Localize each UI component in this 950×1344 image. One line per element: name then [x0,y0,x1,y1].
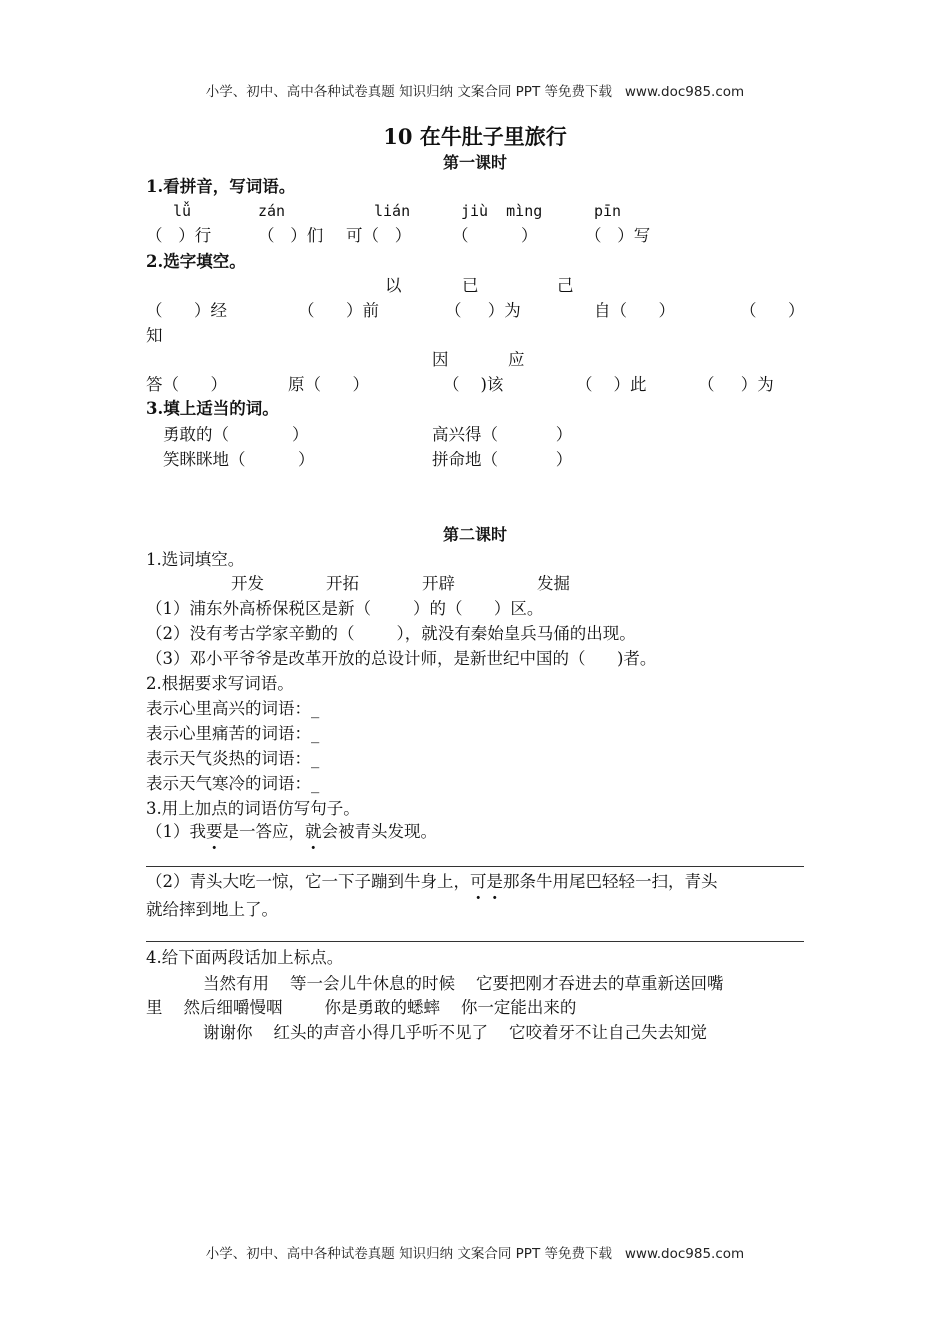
sentence-fill-1: （1）浦东外高桥保税区是新（ ）的（ ）区。 [146,599,544,618]
fill-b-4: （ ）此 [576,375,647,394]
fill-a-2: （ ）前 [298,301,379,320]
sentence-fill-2: （2）没有考古学家辛勤的（ ），就没有秦始皇兵马俑的出现。 [146,624,636,643]
l2-q3-label: 3.用上加点的词语仿写句子。 [146,799,360,818]
answer-3: 可（ ） [346,226,412,245]
word-fill-2: 高兴得（ ） [432,425,573,444]
page-footer: 小学、初中、高中各种试卷真题 知识归纳 文案合同 PPT 等免费下载 www.doc985.com [205,1246,745,1262]
choice-char-ying: 应 [508,350,525,369]
l1-q3-label: 3.填上适当的词。 [146,399,279,418]
l1-q1-label: 1.看拼音，写词语。 [146,177,296,196]
imitate-sentence-2-wrap: 就给摔到地上了。 [146,900,278,919]
fill-a-4: 自（ ） [594,301,675,320]
fill-b-3: （ )该 [443,375,504,394]
answer-4: （ ） [452,226,538,245]
page-title: 10 在牛肚子里旅行 [383,124,567,149]
l2-q1-label: 1.选词填空。 [146,550,245,569]
imitate-sentence-1: （1）我要是一答应，就会被青头发现。 [146,822,437,841]
choice-char-ji: 己 [557,276,574,295]
fill-b-5: （ ）为 [698,375,774,394]
punct-para-1-line-1: 当然有用 等一会儿牛休息的时候 它要把刚才吞进去的草重新送回嘴 [203,974,724,993]
word-req-1: 表示心里高兴的词语：_ [146,699,320,718]
choice-char-yin: 因 [432,350,449,369]
word-req-2: 表示心里痛苦的词语：_ [146,724,320,743]
punct-para-1-line-2: 里 然后细嚼慢咽 你是勇敢的蟋蟀 你一定能出来的 [146,998,577,1017]
word-choice-2: 开拓 [326,574,359,593]
sentence-fill-3: （3）邓小平爷爷是改革开放的总设计师，是新世纪中国的（ )者。 [146,649,657,668]
fill-a-3: （ ）为 [445,301,521,320]
fill-a-wrap: 知 [146,326,163,345]
imitate-sentence-2: （2）青头大吃一惊，它一下子蹦到牛身上，可是那条牛用尾巴轻轻一扫，青头 [146,872,718,891]
pinyin-3: lián [374,202,411,220]
fill-a-1: （ ）经 [146,301,227,320]
word-choice-3: 开辟 [422,574,455,593]
page-header: 小学、初中、高中各种试卷真题 知识归纳 文案合同 PPT 等免费下载 www.doc985.com [205,84,745,100]
answer-2: （ ）们 [258,226,324,245]
word-fill-4: 拼命地（ ） [432,450,573,469]
answer-line-1 [146,866,804,867]
pinyin-4: jiù mìng [461,202,543,220]
lesson2-heading: 第二课时 [442,525,507,544]
pinyin-1: lǚ [173,202,192,220]
answer-line-2 [146,941,804,942]
pinyin-5: pīn [594,202,622,220]
answer-5: （ ）写 [585,226,651,245]
l2-q4-label: 4.给下面两段话加上标点。 [146,948,344,967]
pinyin-2: zán [258,202,286,220]
l1-q2-label: 2.选字填空。 [146,252,246,271]
word-req-4: 表示天气寒冷的词语：_ [146,774,320,793]
choice-char-yi2: 已 [462,276,479,295]
fill-a-5: （ ） [740,301,805,320]
answer-1: （ ）行 [146,226,212,245]
choice-char-yi: 以 [385,276,402,295]
word-fill-3: 笑眯眯地（ ） [163,450,315,469]
word-choice-1: 开发 [231,574,264,593]
word-req-3: 表示天气炎热的词语：_ [146,749,320,768]
fill-b-2: 原（ ） [288,375,369,394]
lesson1-heading: 第一课时 [442,153,507,172]
l2-q2-label: 2.根据要求写词语。 [146,674,294,693]
punct-para-2: 谢谢你 红头的声音小得几乎听不见了 它咬着牙不让自己失去知觉 [203,1023,707,1042]
fill-b-1: 答（ ） [146,375,227,394]
word-fill-1: 勇敢的（ ） [163,425,309,444]
word-choice-4: 发掘 [537,574,570,593]
